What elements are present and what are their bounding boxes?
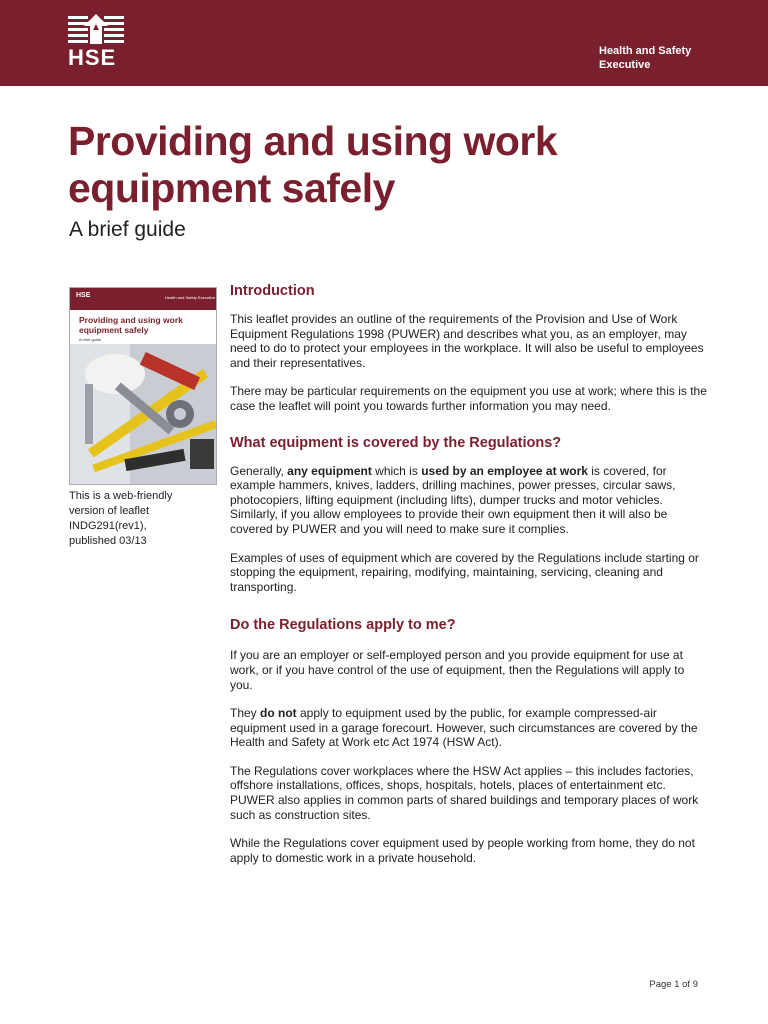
page-number: Page 1 of 9 (649, 979, 698, 990)
main-content (230, 282, 708, 865)
apply-paragraph-2 (230, 706, 708, 750)
caption-line4: published 03/13 (69, 535, 147, 547)
apply-paragraph-3: The Regulations cover workplaces where the HSW Act applies – this includes factories, offshore installations, offices, shops, hospitals, hotels, places of entertainment etc. PUWER also applies in common parts of shared buildings and temporary places of work such as construction sites. (230, 763, 699, 822)
heading-introduction: Introduction (230, 283, 315, 299)
apply-p2-bold-do-not: do not (260, 706, 297, 721)
apply-p2-part-a: They (230, 706, 261, 721)
covered-p1-part-e: is covered, for example hammers, knives, ladders, drilling machines, power presses, circular saws, photocopiers, lifting equipment (including lifts), dumper trucks and motor vehicles. Similarly, if you allow employees to provide their own equipment then it will also be covered by PUWER and you will need to make sure it complies. (230, 463, 676, 536)
header-band (0, 0, 768, 86)
document-title-line2: equipment safely (68, 165, 395, 211)
tools-photo-icon (70, 344, 216, 484)
covered-p1-part-a: Generally, (230, 463, 288, 478)
organisation-name-line1: Health and Safety (599, 45, 692, 57)
organisation-name-line2: Executive (599, 59, 651, 71)
intro-paragraph-1: This leaflet provides an outline of the requirements of the Provision and Use of Work Equipment Regulations 1998 (PUWER) and describes what you, as an employer, may need to do to protect your employees in the workplace. It will also be useful to employees and their representatives. (230, 312, 704, 370)
covered-p1-bold-any-equipment: any equipment (287, 463, 372, 478)
document-subtitle: A brief guide (69, 218, 186, 241)
leaflet-cover-thumbnail (69, 287, 217, 485)
cover-title: Providing and using work equipment safely (79, 315, 183, 335)
covered-paragraph-2: Examples of uses of equipment which are covered by the Regulations include starting or stopping the equipment, repairing, modifying, maintaining, servicing, cleaning and transporting. (230, 550, 699, 594)
covered-paragraph-1 (230, 464, 708, 537)
apply-paragraph-4: While the Regulations cover equipment used by people working from home, they do not apply to domestic work in a private household. (230, 836, 695, 865)
apply-paragraph-1: If you are an employer or self-employed person and you provide equipment for use at work, or if you have control of the use of equipment, then the Regulations will apply to you. (230, 648, 685, 692)
cover-org: Health and Safety Executive (165, 295, 216, 300)
cover-logo: HSE (76, 292, 91, 299)
intro-paragraph-2: There may be particular requirements on the equipment you use at work; where this is the case the leaflet will point you towards further information you may need. (230, 384, 707, 413)
apply-p2-part-c: apply to equipment used by the public, for example compressed-air equipment used in a garage forecourt. However, such circumstances are covered by the Health and Safety at Work etc Act 1974 (HSW Act). (230, 706, 698, 750)
caption-line3: INDG291(rev1), (69, 520, 147, 532)
caption-line2: version of leaflet (69, 505, 150, 517)
document-title-line1: Providing and using work (68, 118, 558, 164)
document-title (68, 118, 688, 212)
cover-subtitle: A brief guide (79, 337, 102, 342)
hse-logo-text: HSE (68, 45, 117, 70)
heading-regulations-apply: Do the Regulations apply to me? (230, 617, 456, 634)
organisation-name (599, 44, 691, 72)
caption-line1: This is a web-friendly (69, 490, 173, 502)
covered-p1-bold-used-by-employee: used by an employee at work (421, 463, 588, 478)
cover-caption (69, 489, 199, 549)
covered-p1-part-c: which is (371, 463, 422, 478)
heading-equipment-covered: What equipment is covered by the Regulations? (230, 434, 562, 451)
